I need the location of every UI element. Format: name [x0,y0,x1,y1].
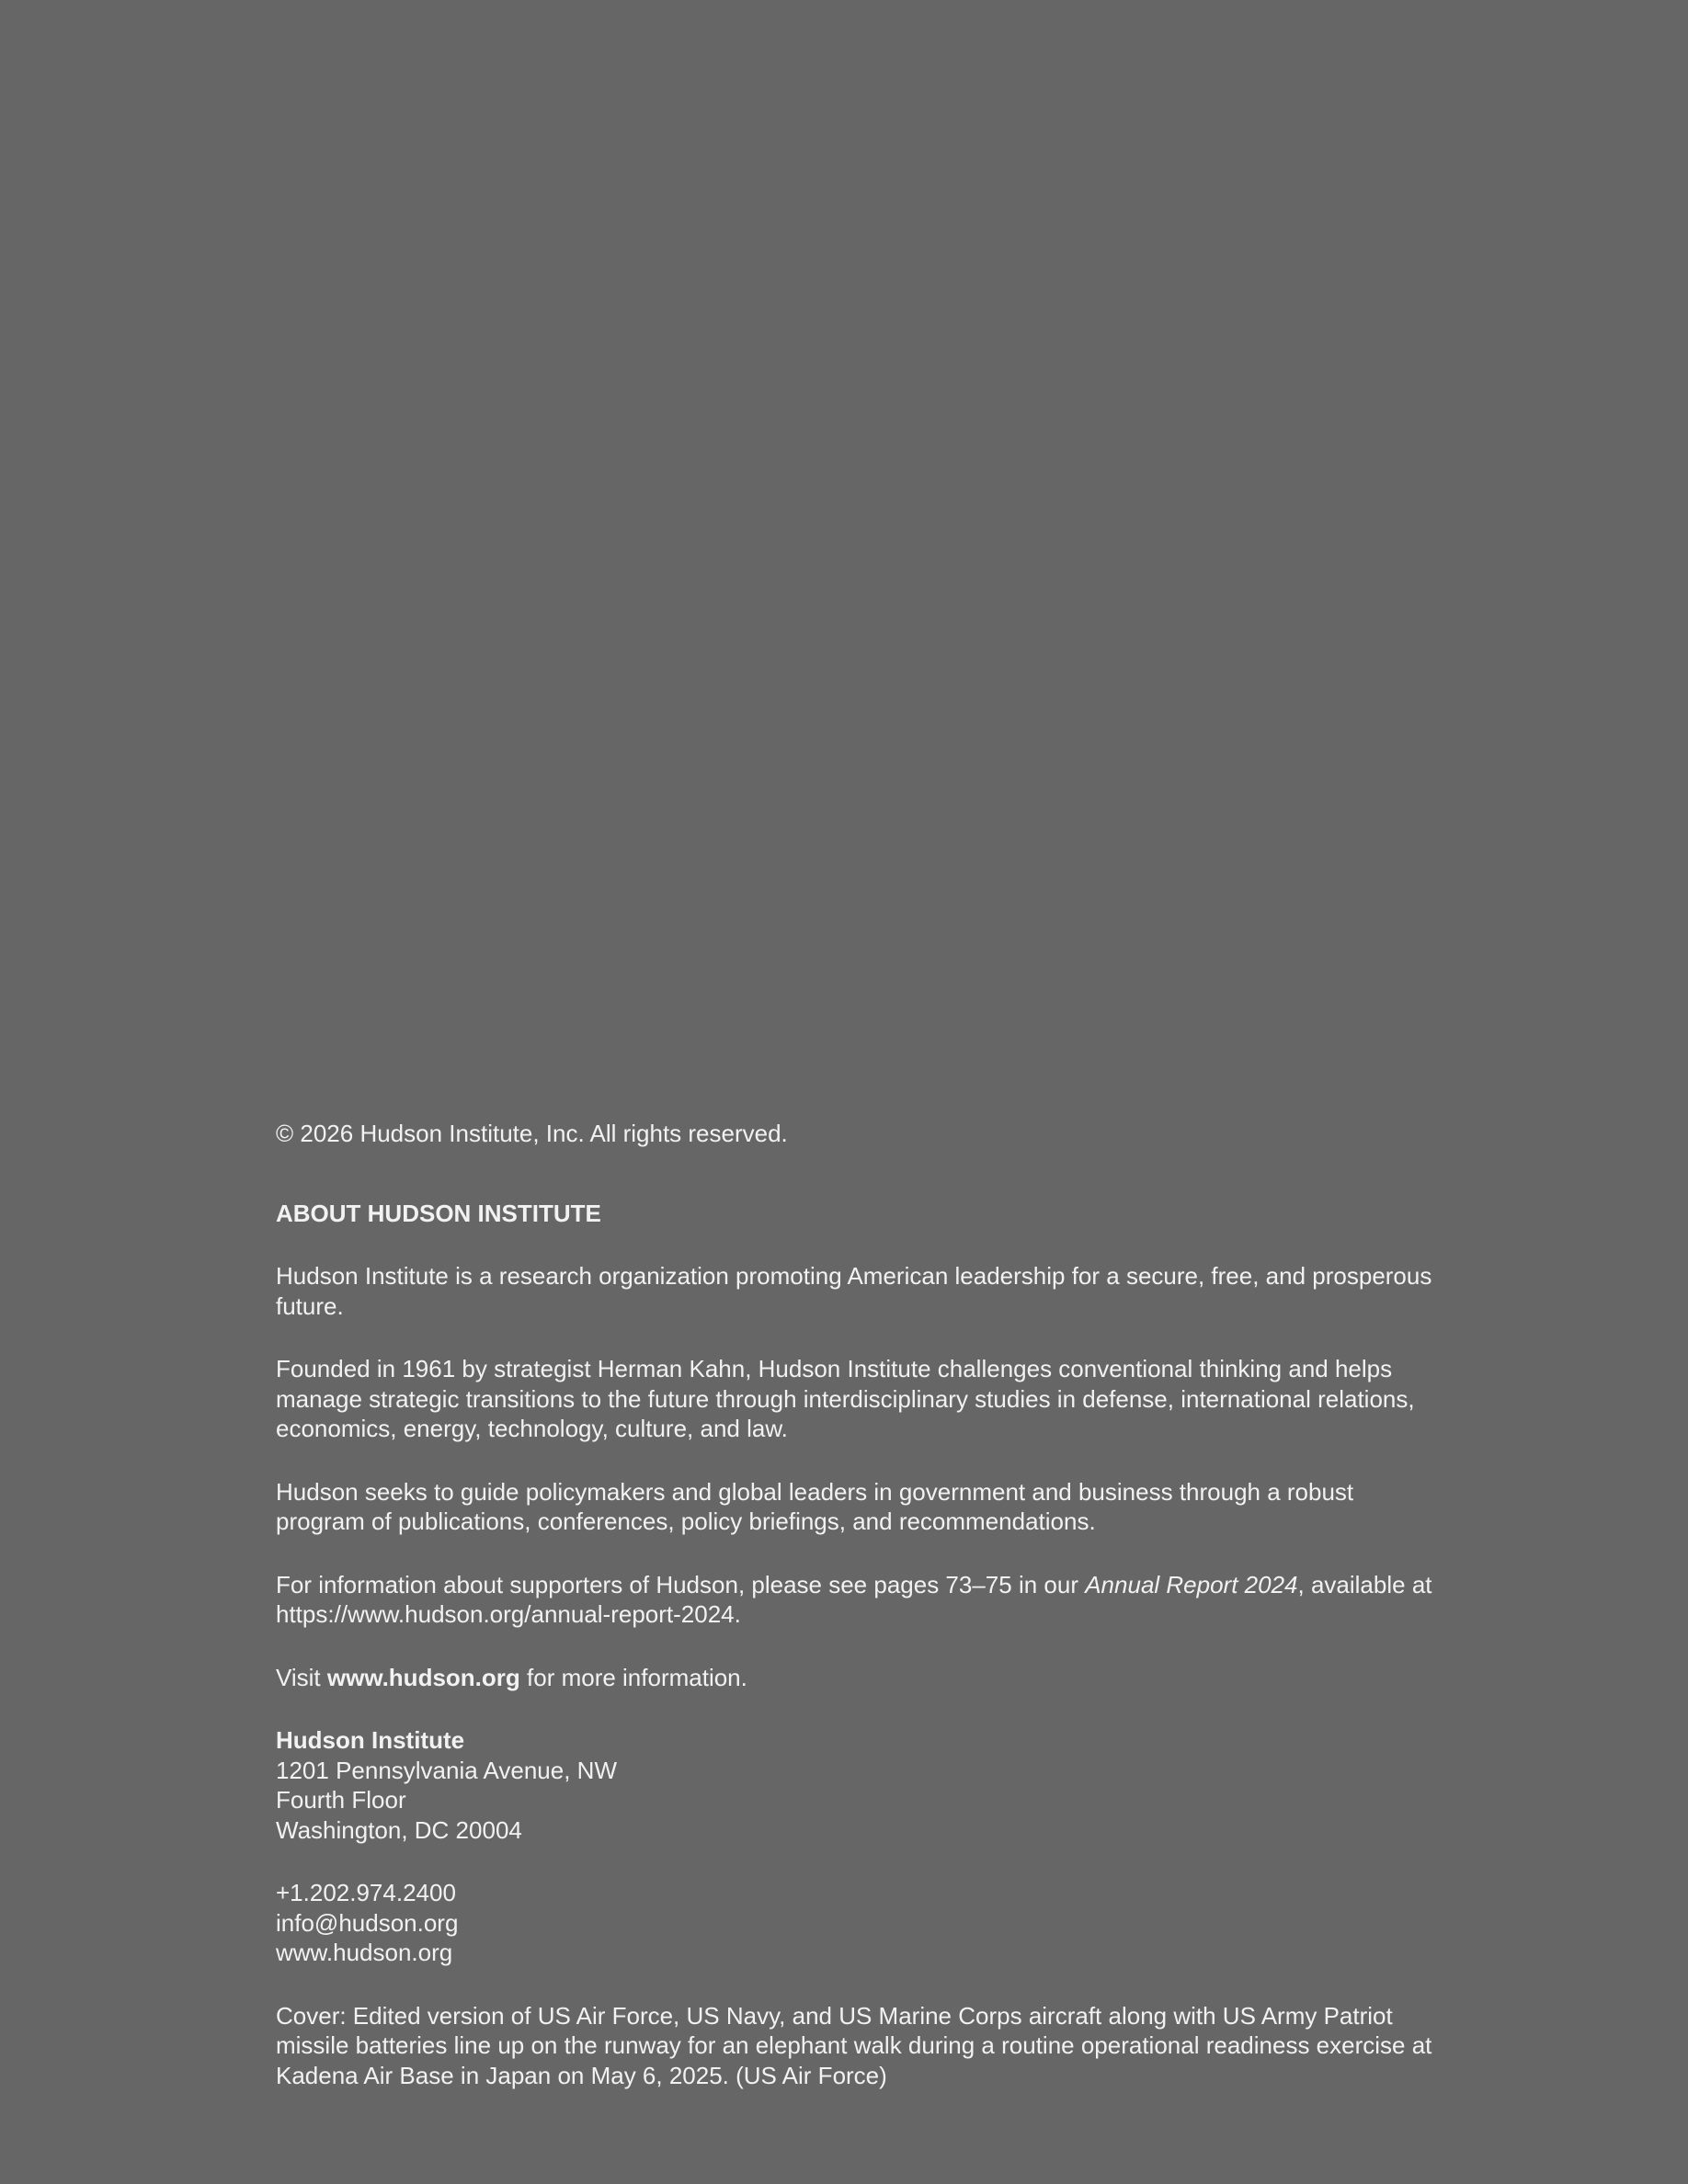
copyright-notice: © 2026 Hudson Institute, Inc. All rights reserved. [276,1120,788,1147]
visit-text-before: Visit [276,1663,327,1691]
mailing-address [276,1725,1434,1845]
about-paragraph-history: Founded in 1961 by strategist Herman Kahn, Hudson Institute challenges conventional thinking and helps manage strategic transitions to the future through interdisciplinary studies in defense, international relations, economics, energy, technology, culture, and law. [276,1355,1415,1442]
visit-paragraph [276,1663,1434,1693]
address-city: Washington, DC 20004 [276,1815,522,1844]
annual-report-title: Annual Report 2024 [1085,1570,1298,1598]
colophon-block [276,1119,1434,2090]
about-paragraph-purpose: Hudson seeks to guide policymakers and global leaders in government and business through a robust program of publications, conferences, policy briefings, and recommendations. [276,1477,1354,1535]
contact-phone[interactable]: +1.202.974.2400 [276,1879,456,1906]
address-floor: Fourth Floor [276,1786,406,1814]
contact-email[interactable]: info@hudson.org [276,1908,459,1937]
supporters-text-before: For information about supporters of Hudson, please see pages 73–75 in our [276,1570,1086,1598]
supporters-paragraph [276,1570,1434,1630]
supporters-text-after: , available at https://www.hudson.org/annual-report-2024. [276,1570,1432,1628]
visit-website-link[interactable]: www.hudson.org [326,1663,520,1691]
address-org-name: Hudson Institute [276,1726,465,1754]
visit-text-after: for more information. [519,1663,747,1691]
contact-website[interactable]: www.hudson.org [276,1939,453,1966]
cover-caption: Cover: Edited version of US Air Force, US Navy, and US Marine Corps aircraft along with US Army Patriot missile batteries line up on the runway for an elephant walk during a routine operational readiness exercise at Kadena Air Base in Japan on May 6, 2025. (US Air Force) [276,2001,1432,2089]
about-paragraph-mission: Hudson Institute is a research organization promoting American leadership for a secure, free, and prosperous future. [276,1262,1432,1320]
address-street: 1201 Pennsylvania Avenue, NW [276,1756,617,1784]
about-heading: ABOUT HUDSON INSTITUTE [276,1199,601,1227]
contact-info [276,1878,1434,1968]
